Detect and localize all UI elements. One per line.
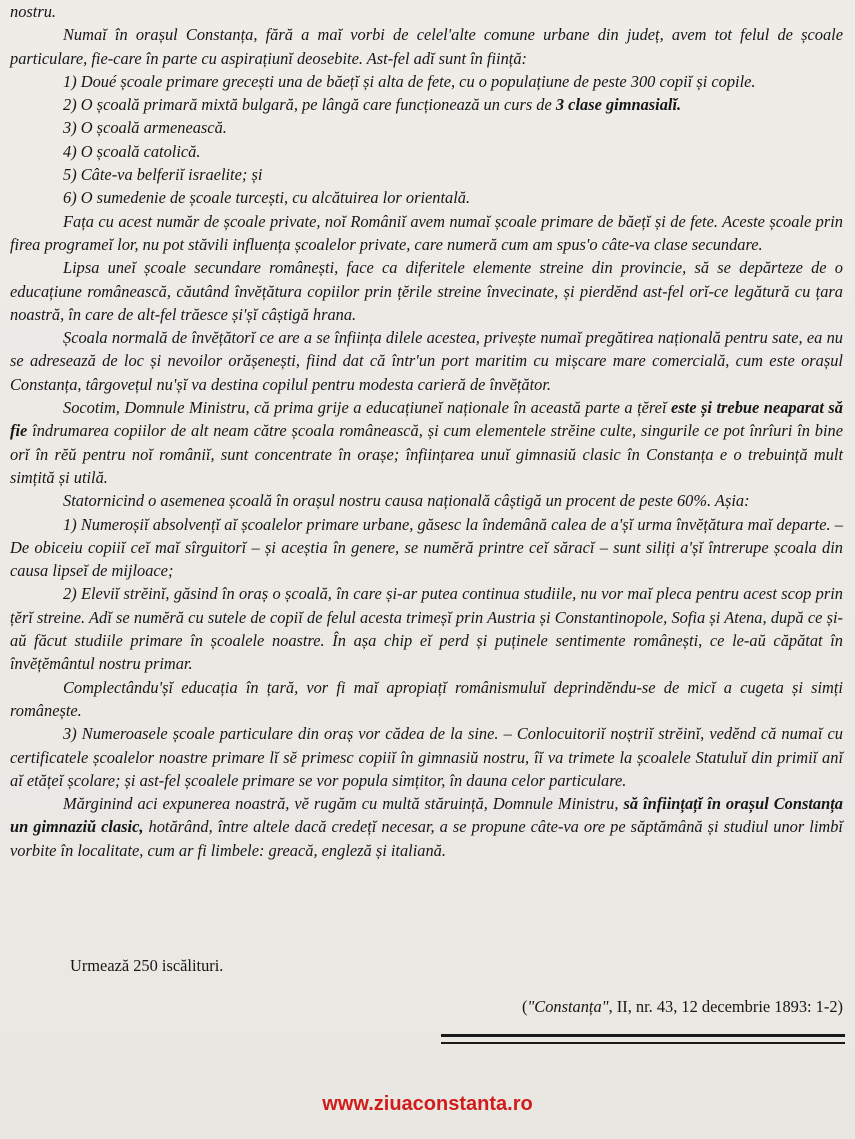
divider-rule-thin	[441, 1042, 845, 1044]
text-run: 2) Eleviĭ strĕinĭ, găsind în oraș o școală, în care și-ar putea continua studiile, nu vor maĭ pleca pentru acest scop prin țĕrĭ streine. Adĭ se numĕră cu sutele de copiĭ de felul acesta trimeșĭ prin Austria și Constantinopole, Sofia și Atena, după ce și-aŭ făcut studiile primare în școalele noastre. În așa chip eĭ perd și puținele sentimente românești, ce le-aŭ căpătat în învĕțĕmântul nostru primar.	[10, 584, 843, 674]
paragraph	[10, 396, 843, 489]
signatures-note: Urmează 250 iscălituri.	[70, 956, 224, 975]
source-citation	[522, 997, 843, 1017]
emphasized-text: este și trebue neaparat să fie	[10, 398, 843, 441]
website-watermark[interactable]: www.ziuaconstanta.ro	[322, 1093, 533, 1115]
text-run: Statornicind o asemenea școală în orașul nostru causa națională câștigă un procent de peste 60%. Așia:	[63, 491, 750, 511]
citation-details: , II, nr. 43, 12 decembrie 1893: 1-2)	[608, 997, 843, 1016]
text-run: Școala normală de învĕțătorĭ ce are a se înființa dilele acestea, privește numaĭ pregătirea națională pentru sate, ea nu se adresează de loc și nevoilor orășenești, fiind dat că într'un port maritim cu mișcare mare comercială, cum este orașul Constanța, târgovețul nu'șĭ va destina copilul pentru modesta carieră de învĕțător.	[10, 328, 843, 394]
paragraph	[10, 722, 843, 792]
paragraph	[10, 186, 843, 209]
text-run: Numaĭ în orașul Constanța, fără a maĭ vorbi de celel'alte comune urbane din județ, avem tot felul de școale particulare, fie-care în parte cu aspirațiunĭ deosebite. Ast-fel adĭ sunt în ființă:	[10, 25, 843, 68]
paragraph	[10, 93, 843, 116]
paragraph	[10, 163, 843, 186]
citation-open: (	[521, 997, 528, 1016]
text-run: Socotim, Domnule Ministru, că prima grije a educațiuneĭ naționale în această parte a țĕreĭ	[63, 398, 672, 418]
paragraph	[10, 23, 843, 70]
paragraph	[10, 256, 843, 326]
text-run: 2) O școală primară mixtă bulgară, pe lângă care funcționează un curs de	[63, 95, 556, 115]
text-run: 1) Doué școale primare grecești una de băețĭ și alta de fete, cu o populațiune de peste 300 copiĭ și copile.	[63, 71, 756, 91]
paragraph	[10, 210, 843, 257]
paragraph	[10, 140, 843, 163]
text-run: Complectându'șĭ educația în țară, vor fi maĭ apropiațĭ românismuluĭ deprindĕndu-se de micĭ a cugeta și simți românește.	[10, 677, 843, 720]
paragraph	[10, 792, 843, 862]
article-body	[10, 0, 843, 862]
text-run: 1) Numeroșiĭ absolvențĭ aĭ școalelor primare urbane, găsesc la îndemână calea de a'șĭ urma învĕțătura maĭ departe. – De obiceiu copiiĭ ceĭ maĭ sîrguitorĭ – și aceștia în genere, se numĕră printre ceĭ săracĭ – sunt siliți a'șĭ întrerupe școala din causa lipseĭ de mijloace;	[10, 514, 843, 581]
paragraph	[10, 116, 843, 139]
text-run: Lipsa uneĭ școale secundare românești, face ca diferitele elemente streine din provincie, să se depărteze de o educațiune românească, căutând învĕțătura copiilor prin țĕrile streine învecinate, și pierdĕnd ast-fel orĭ-ce legătură cu țara noastră, în care de alt-fel trăesce și'șĭ câștigă hrana.	[10, 258, 843, 324]
citation-journal: "Constanța"	[527, 997, 609, 1016]
paragraph	[10, 0, 843, 23]
paragraph	[10, 513, 843, 583]
text-run: îndrumarea copiilor de alt neam către școala românească, și cum elementele strĕine culte, singurile ce pot înrîuri în bine orĭ în rĕŭ pentru noĭ româniĭ, sunt concentrate în orașe; înființarea unuĭ gimnasiŭ clasic în Constanța e o trebuință mult simțită și utilă.	[10, 421, 843, 487]
paragraph	[10, 676, 843, 723]
text-run: Fața cu acest număr de școale private, noĭ Româniĭ avem numaĭ școale primare de băețĭ și de fete. Aceste școale prin firea programeĭ lor, nu pot stăvili influența școalelor private, care numeră cum am spus'o câte-va clase secundare.	[10, 211, 843, 254]
text-run: 5) Câte-va belferiĭ israelite; și	[63, 165, 263, 185]
paragraph	[10, 326, 843, 396]
text-run: 3) O școală armenească.	[63, 118, 227, 138]
text-run: 3) Numeroasele școale particulare din oraș vor cădea de la sine. – Conlocuitoriĭ noștriĭ strĕinĭ, vedĕnd că numaĭ cu certificatele școalelor noastre primare lĭ sĕ primesc copiiĭ în gimnasiŭ nostru, îĭ va trimete la școalele Statuluĭ din primiĭ anĭ aĭ etățeĭ școlare; și ast-fel școalele primare se vor popula simțitor, în dauna celor particulare.	[10, 724, 843, 790]
paragraph	[10, 70, 843, 93]
text-run: 4) O școală catolică.	[63, 141, 201, 161]
paragraph	[10, 489, 843, 512]
emphasized-text: 3 clase gimnasialĭ.	[555, 95, 682, 115]
text-run: 6) O sumedenie de școale turcești, cu alcătuirea lor orientală.	[63, 188, 471, 208]
paragraph	[10, 582, 843, 675]
emphasized-text: să înființațĭ în orașul Constanța un gimnaziŭ clasic,	[10, 794, 843, 837]
text-run: hotărând, între altele dacă credețĭ necesar, a se propune câte-va ore pe săptămână și studiul unor limbĭ vorbite în localitate, cum ar fi limbele: greacă, engleză și italiană.	[10, 817, 843, 860]
divider-rule-thick	[441, 1034, 845, 1037]
text-run: Mărginind aci expunerea noastră, vĕ rugăm cu multă stăruință, Domnule Ministru,	[63, 794, 624, 814]
text-run: nostru.	[10, 2, 56, 21]
